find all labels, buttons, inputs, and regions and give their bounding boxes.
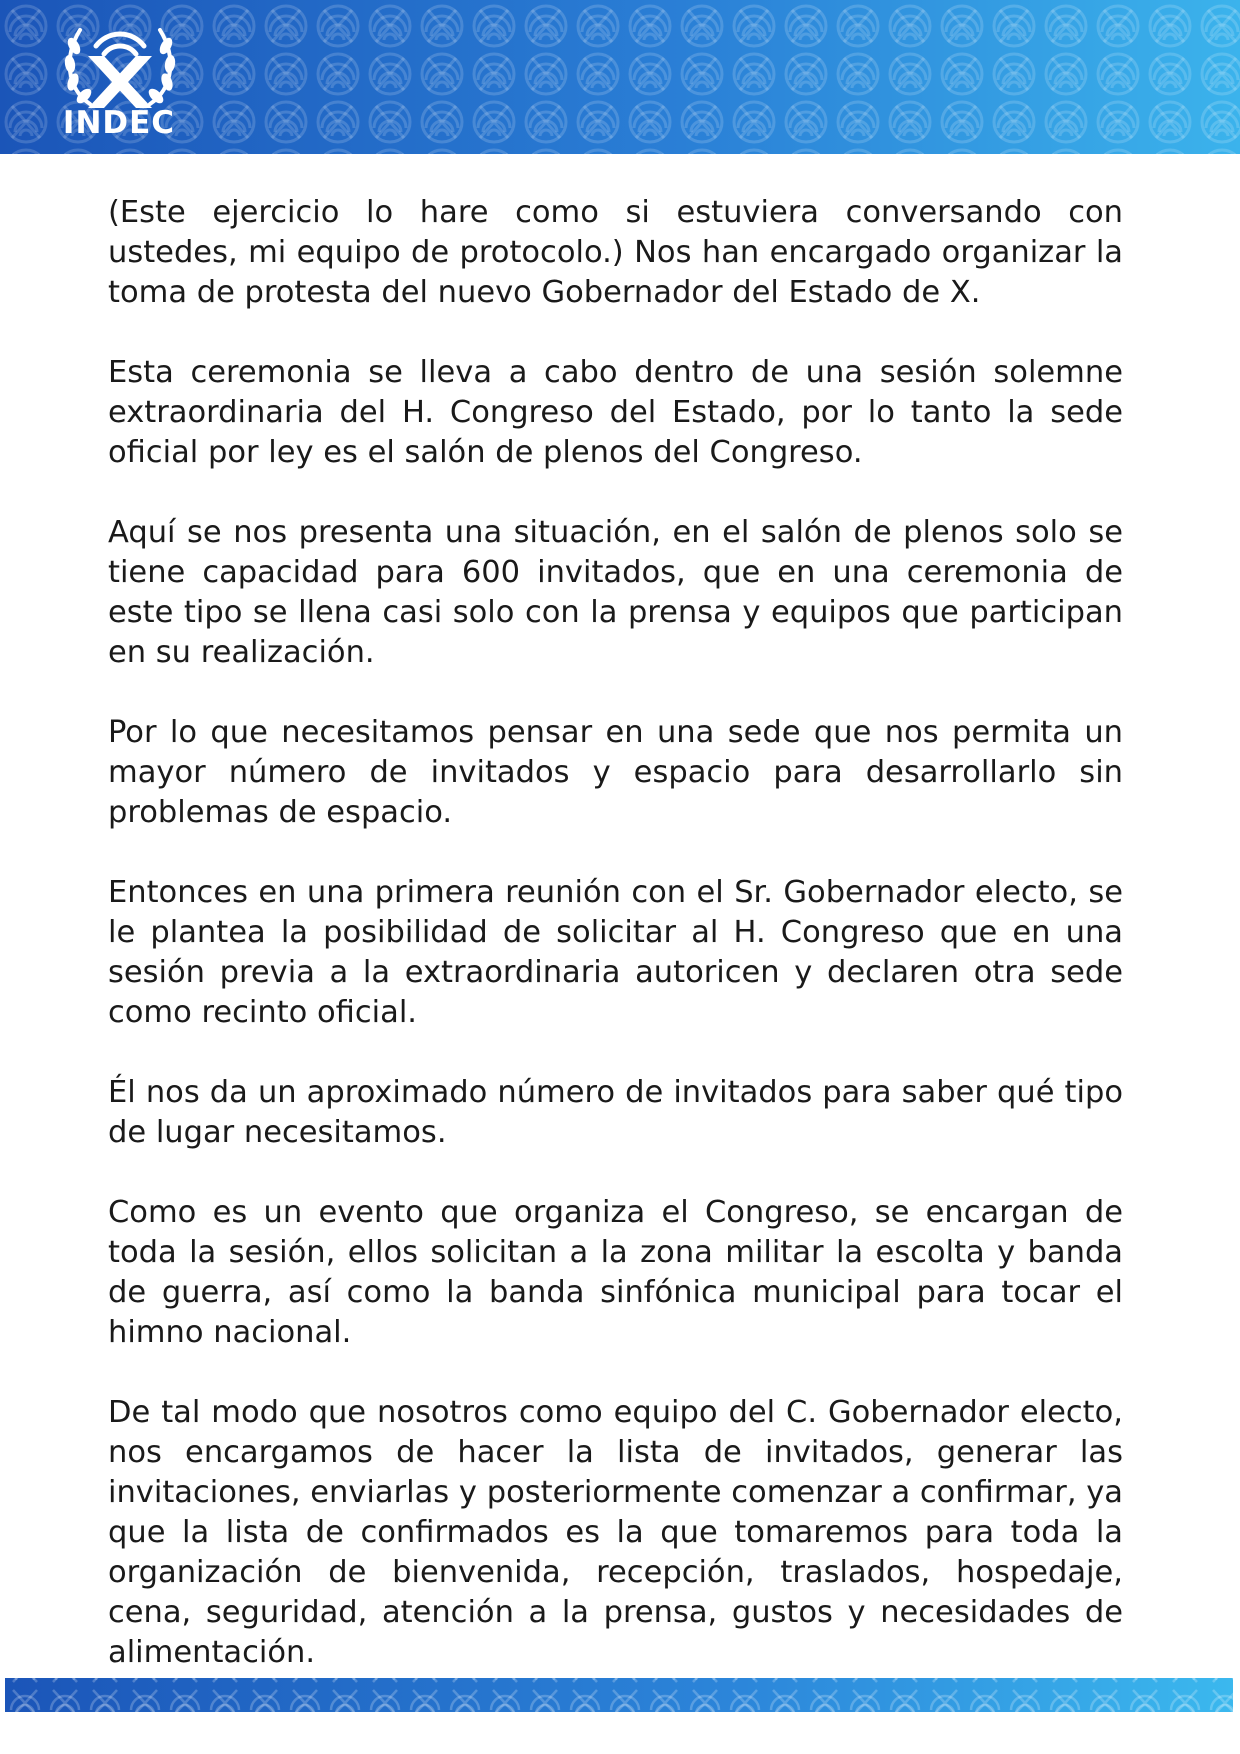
header-banner [0, 0, 1240, 154]
paragraph: Él nos da un aproximado número de invitados para saber qué tipo de lugar necesitamos. [108, 1075, 1123, 1150]
footer-banner [5, 1678, 1233, 1712]
header-pattern [0, 0, 1240, 154]
paragraph: Como es un evento que organiza el Congreso, se encargan de toda la sesión, ellos solicitan a la zona militar la escolta y banda de guerra, así como la banda sinfónica municipal para tocar el himno nacional. [108, 1195, 1123, 1350]
footer-pattern [5, 1678, 1233, 1712]
paragraph: Por lo que necesitamos pensar en una sede que nos permita un mayor número de invitados y espacio para desarrollarlo sin problemas de espacio. [108, 715, 1123, 830]
paragraph: Aquí se nos presenta una situación, en el salón de plenos solo se tiene capacidad para 600 invitados, que en una ceremonia de este tipo se llena casi solo con la prensa y equipos que participan en su realización. [108, 515, 1123, 670]
paragraph: De tal modo que nosotros como equipo del C. Gobernador electo, nos encargamos de hacer la lista de invitados, generar las invitaciones, enviarlas y posteriormente comenzar a confirmar, ya que la lista de confirmados es la que tomaremos para toda la organización de bienvenida, recepción, traslados, hospedaje, cena, seguridad, atención a la prensa, gustos y necesidades de alimentación. [108, 1395, 1123, 1670]
logo-text: INDEC [62, 105, 176, 141]
laurel-x-icon [60, 16, 180, 112]
paragraph: Entonces en una primera reunión con el Sr. Gobernador electo, se le plantea la posibilidad de solicitar al H. Congreso que en una sesión previa a la extraordinaria autoricen y declaren otra sede como recinto oficial. [108, 875, 1123, 1030]
paragraph: (Este ejercicio lo hare como si estuviera conversando con ustedes, mi equipo de protocolo.) Nos han encargado organizar la toma de protesta del nuevo Gobernador del Estado de X. [108, 195, 1123, 310]
document-body [108, 193, 1123, 1713]
indec-logo [60, 16, 180, 150]
paragraph: Esta ceremonia se lleva a cabo dentro de una sesión solemne extraordinaria del H. Congreso del Estado, por lo tanto la sede oficial por ley es el salón de plenos del Congreso. [108, 355, 1123, 470]
